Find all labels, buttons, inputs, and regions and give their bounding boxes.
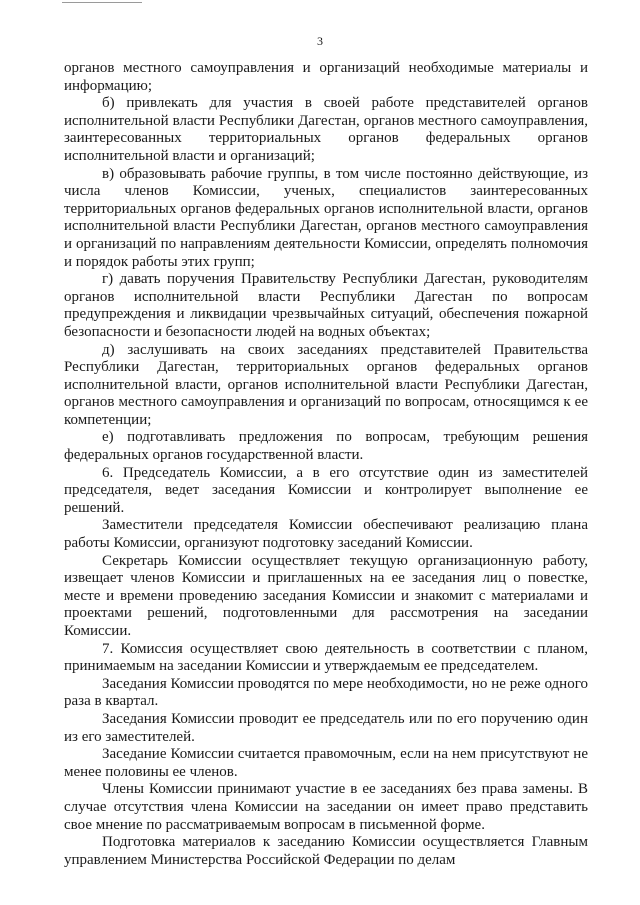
paragraph-9: Секретарь Комиссии осуществляет текущую организационную работу, извещает членов Комиссии и приглашенных на ее заседания лиц о повестке, месте и времени проведению заседания Комиссии и знакомит с материалами и проектами решений, подготовленными для рассмотрения на заседании Комиссии. — [64, 552, 588, 639]
paragraph-13: Заседание Комиссии считается правомочным, если на нем присутствуют не менее половины ее членов. — [64, 746, 588, 780]
paragraph-7: 6. Председатель Комиссии, а в его отсутствие один из заместителей председателя, ведет заседания Комиссии и контролирует выполнение ее решений. — [64, 464, 588, 516]
paragraph-6: е) подготавливать предложения по вопросам, требующим решения федеральных органов государственной власти. — [64, 429, 588, 464]
paragraph-15: Подготовка материалов к заседанию Комиссии осуществляется Главным управлением Министерства Российской Федерации по делам — [64, 834, 588, 868]
page-number: 3 — [317, 34, 323, 48]
paragraph-11: Заседания Комиссии проводятся по мере необходимости, но не реже одного раза в квартал. — [64, 675, 588, 710]
paragraph-3: в) образовывать рабочие группы, в том числе постоянно действующие, из числа членов Комиссии, ученых, специалистов заинтересованных территориальных органов федеральных органов исполнительной власти, органов исполнительной власти Республики Дагестан, органов местного самоуправления и организаций по направлениям деятельности Комиссии, определять полномочия и порядок работы этих групп; — [64, 165, 588, 270]
paragraph-1: органов местного самоуправления и организаций необходимые материалы и информацию; — [64, 60, 588, 94]
paragraph-10: 7. Комиссия осуществляет свою деятельность в соответствии с планом, принимаемым на заседании Комиссии и утверждаемым ее председателем. — [64, 640, 588, 675]
paragraph-5: д) заслушивать на своих заседаниях представителей Правительства Республики Дагестан, территориальных органов федеральных органов исполнительной власти, органов исполнительной власти Республики Дагестан, органов местного самоуправления и организаций по вопросам, относящимся к ее компетенции; — [64, 341, 588, 428]
scan-edge-line — [62, 2, 142, 3]
paragraph-12: Заседания Комиссии проводит ее председатель или по его поручению один из его заместителей. — [64, 710, 588, 745]
paragraph-14: Члены Комиссии принимают участие в ее заседаниях без права замены. В случае отсутствия члена Комиссии на заседании он имеет право представить свое мнение по рассматриваемым вопросам в письменной форме. — [64, 781, 588, 833]
paragraph-8: Заместители председателя Комиссии обеспечивают реализацию плана работы Комиссии, организуют подготовку заседаний Комиссии. — [64, 517, 588, 552]
paragraph-4: г) давать поручения Правительству Республики Дагестан, руководителям органов исполнительной власти Республики Дагестан по вопросам предупреждения и ликвидации чрезвычайных ситуаций, обеспечения пожарной безопасности и безопасности людей на водных объектах; — [64, 271, 588, 340]
document-body — [64, 60, 588, 869]
paragraph-2: б) привлекать для участия в своей работе представителей органов исполнительной власти Республики Дагестан, органов местного самоуправления, заинтересованных территориальных органов федеральных органов исполнительной власти и организаций; — [64, 95, 588, 164]
